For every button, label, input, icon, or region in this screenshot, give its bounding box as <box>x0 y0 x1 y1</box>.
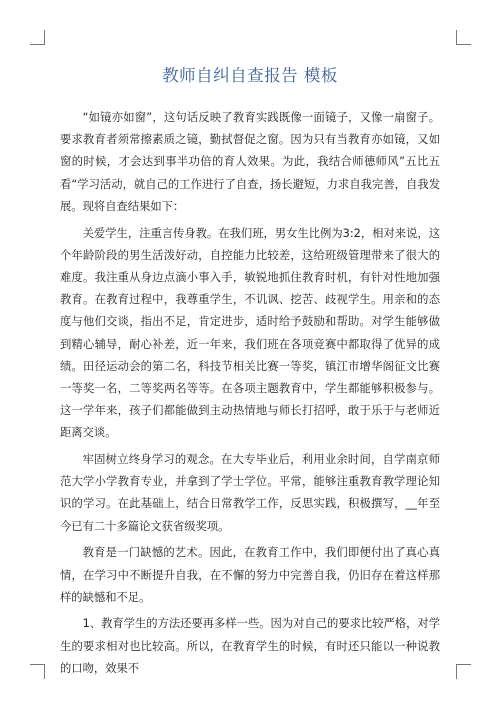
document-title: 教师自纠自查报告 模板 <box>162 66 338 85</box>
paragraph-care-students: 关爱学生，注重言传身教。在我们班，男女生比例为3:2，相对来说，这个年龄阶段的男生活泼好动，自控能力比较差，这给班级管理带来了很大的难度。我注重从身边点滴小事入手，敏锐地抓住教育时机，有针对性地加强教育。在教育过程中，我尊重学生，不讥讽、挖苦、歧视学生。用亲和的态度与他们交谈，指出不足，肯定进步，适时给予鼓励和帮助。对学生能够做到精心辅导，耐心补差，近一年来，我们班在各项竞赛中都取得了优异的成绩。田径运动会的第二名，科技节相关比赛一等奖，镇江市增华阁征文比赛一等奖一名，二等奖两名等等。在各项主题教育中，学生都能够积极参与。这一学年来，孩子们都能做到主动热情地与师长打招呼，敢于乐于与老师近距离交谈。 <box>60 226 440 440</box>
paragraph-intro: “如镜亦如窗”，这句话反映了教育实践既像一面镜子，又像一扇窗子。要求教育者须常擦素质之镜，勤拭督促之窗。因为只有当教育亦如镜，又如窗的时候，才会达到事半功倍的育人效果。为此，我结合师德师风”五比五看“学习活动，就自己的工作进行了自查，扬长避短，力求自我完善，自我发展。现将自查结果如下： <box>60 111 440 213</box>
crop-mark-top-right <box>456 30 471 45</box>
crop-mark-bottom-left <box>30 664 45 679</box>
paragraph-education-art: 教育是一门缺憾的艺术。因此，在教育工作中，我们即便付出了真心真情，在学习中不断提升自我，在不懈的努力中完善自我，仍旧存在着这样那样的缺憾和不足。 <box>60 546 440 604</box>
crop-mark-top-left <box>30 30 45 45</box>
document-body <box>60 107 440 680</box>
paragraph-point-1: 1、教育学生的方法还要再多样一些。因为对自己的要求比较严格，对学生的要求相对也比较高。所以，在教育学生的时候，有时还只能以一种说教的口吻，效果不 <box>60 617 440 675</box>
crop-mark-bottom-right <box>456 664 471 679</box>
paragraph-lifelong-learning: 牢固树立终身学习的观念。在大专毕业后，利用业余时间，自学南京师范大学小学教育专业，并拿到了学士学位。平常，能够注重教育教学理论知识的学习。在此基础上，结合日常教学工作，反思实践，积极撰写，__年至今已有二十多篇论文获省级奖项。 <box>60 453 440 533</box>
